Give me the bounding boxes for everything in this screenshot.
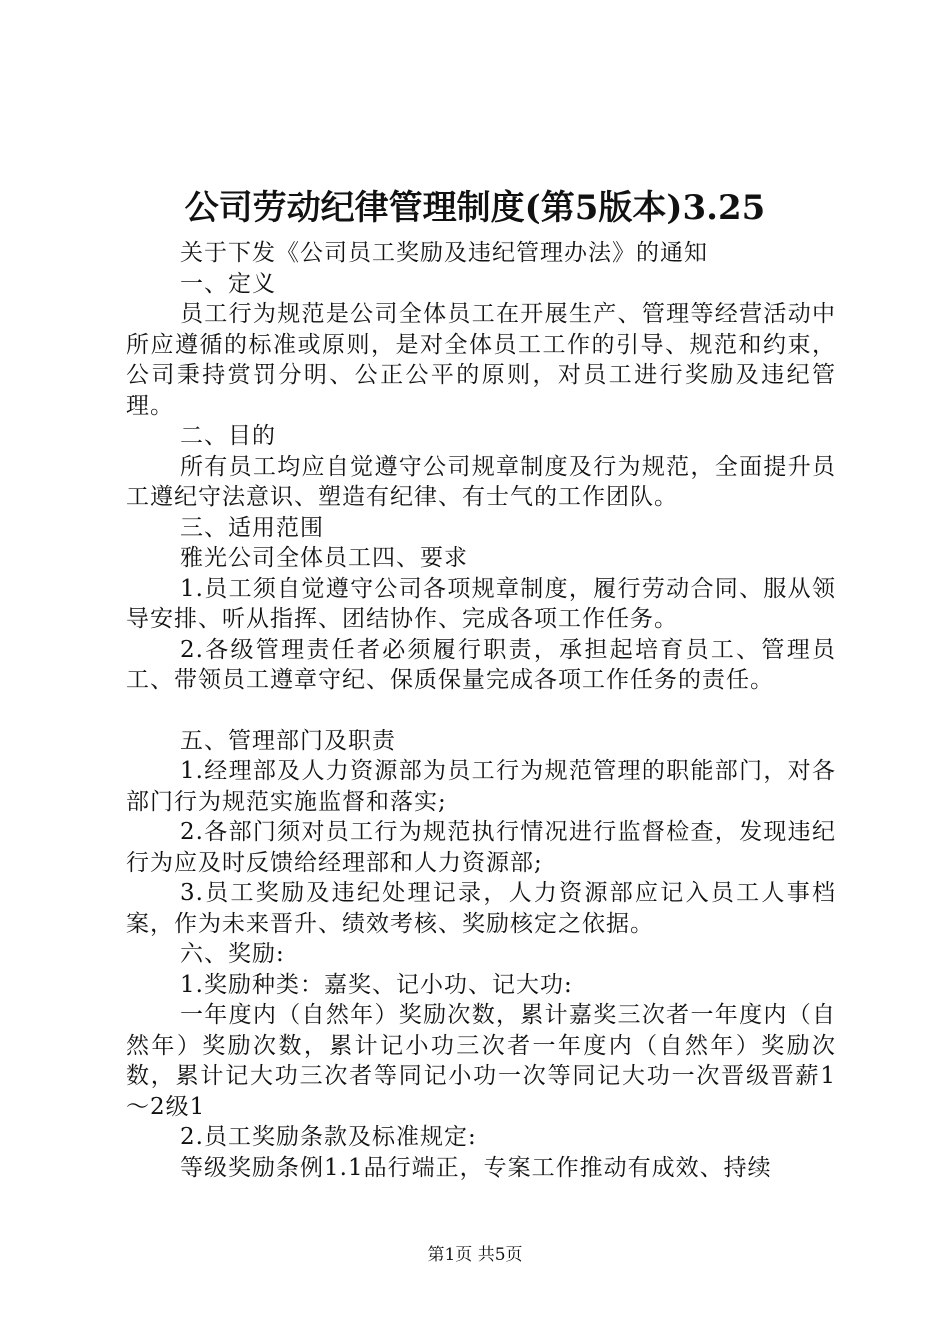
paragraph-scope: 雅光公司全体员工四、要求	[180, 545, 468, 571]
paragraph-reward-terms: 2.员工奖励条款及标准规定:	[180, 1124, 477, 1150]
page-indicator: 第1页 共5页	[427, 1245, 523, 1265]
paragraph-spacer	[126, 696, 836, 726]
paragraph-requirement-1: 1.员工须自觉遵守公司各项规章制度，履行劳动合同、服从领导安排、听从指挥、团结协作、完成各项工作任务。	[126, 575, 836, 632]
paragraph-reward-counts: 一年度内（自然年）奖励次数，累计嘉奖三次者一年度内（自然年）奖励次数，累计记小功三次者一年度内（自然年）奖励次数，累计记大功三次者等同记小功一次等同记大功一次晋级晋薪1～2级1	[126, 1002, 836, 1120]
section-heading-departments: 五、管理部门及职责	[180, 727, 396, 754]
paragraph-purpose: 所有员工均应自觉遵守公司规章制度及行为规范，全面提升员工遵纪守法意识、塑造有纪律、有士气的工作团队。	[126, 453, 836, 510]
document-body	[126, 238, 836, 1183]
section-heading-purpose: 二、目的	[180, 423, 276, 449]
paragraph-duty-1: 1.经理部及人力资源部为员工行为规范管理的职能部门，对各部门行为规范实施监督和落实;	[126, 758, 836, 815]
paragraph-definition: 员工行为规范是公司全体员工在开展生产、管理等经营活动中所应遵循的标准或原则，是对全体员工工作的引导、规范和约束，公司秉持赏罚分明、公正公平的原则，对员工进行奖励及违纪管理。	[126, 301, 836, 419]
section-heading-definition: 一、定义	[180, 270, 276, 297]
paragraph-duty-3: 3.员工奖励及违纪处理记录，人力资源部应记入员工人事档案，作为未来晋升、绩效考核、奖励核定之依据。	[126, 880, 836, 937]
paragraph-reward-rule: 等级奖励条例1.1品行端正，专案工作推动有成效、持续	[180, 1154, 772, 1181]
paragraph-reward-types: 1.奖励种类：嘉奖、记小功、记大功:	[180, 971, 573, 998]
paragraph-notice-heading: 关于下发《公司员工奖励及违纪管理办法》的通知	[180, 240, 708, 266]
section-heading-rewards: 六、奖励:	[180, 941, 285, 967]
document-title: 公司劳动纪律管理制度(第5版本)3.25	[184, 188, 766, 228]
paragraph-duty-2: 2.各部门须对员工行为规范执行情况进行监督检查，发现违纪行为应及时反馈给经理部和人力资源部;	[126, 819, 836, 876]
section-heading-scope: 三、适用范围	[180, 514, 324, 541]
paragraph-requirement-2: 2.各级管理责任者必须履行职责，承担起培育员工、管理员工、带领员工遵章守纪、保质保量完成各项工作任务的责任。	[126, 636, 836, 693]
